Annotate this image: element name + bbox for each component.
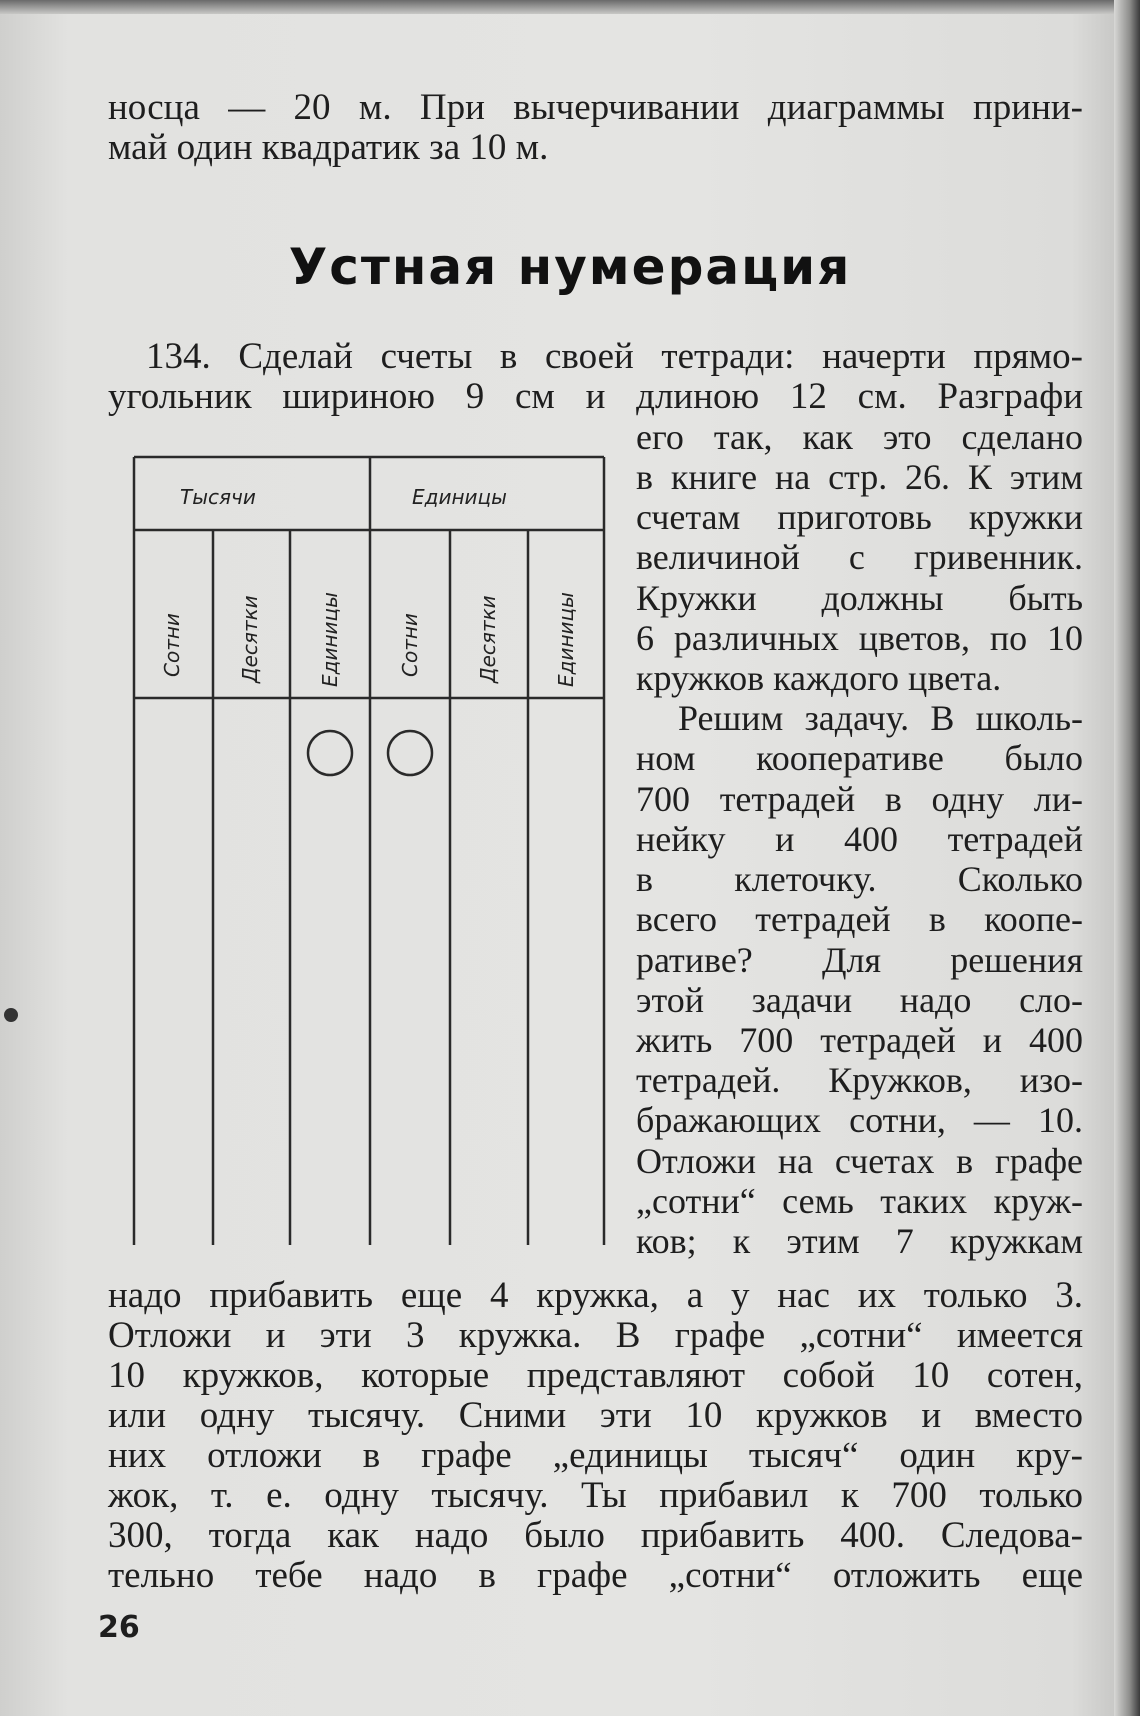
text-line: жить 700 тетрадей и 400 [636, 1020, 1083, 1060]
scan-top-edge [0, 0, 1140, 14]
text-line: счетам приготовь кружки [636, 497, 1083, 537]
text-line: Решим задачу. В школь- [678, 698, 1083, 738]
text-line: тельно тебе надо в графе „сотни“ отложить еще [108, 1555, 1083, 1596]
text-line: Отложи на счетах в графе [636, 1141, 1083, 1181]
text-line: 300, тогда как надо было прибавить 400. Следова- [108, 1515, 1083, 1556]
counter-circle [308, 731, 352, 775]
abacus-grid [132, 455, 606, 1245]
text-line: угольник шириною 9 см и длиною 12 см. Разграфи [108, 376, 1083, 417]
text-line: этой задачи надо сло- [636, 980, 1083, 1020]
group-header: Тысячи [180, 485, 256, 509]
text-line: бражающих сотни, — 10. [636, 1100, 1083, 1140]
page-number: 26 [98, 1610, 140, 1645]
text-line: ративе? Для решения [636, 940, 1083, 980]
text-line: 700 тетрадей в одну ли- [636, 779, 1083, 819]
text-line: в клеточку. Сколько [636, 859, 1083, 899]
column-label: Десятки [476, 595, 500, 683]
text-line: ков; к этим 7 кружкам [636, 1221, 1083, 1261]
column-label: Сотни [398, 613, 422, 677]
text-line: тетрадей. Кружков, изо- [636, 1060, 1083, 1100]
text-line: жок, т. е. одну тысячу. Ты прибавил к 700 только [108, 1475, 1083, 1516]
counter-circle [388, 731, 432, 775]
text-line: в книге на стр. 26. К этим [636, 457, 1083, 497]
text-line: Отложи и эти 3 кружка. В графе „сотни“ имеется [108, 1315, 1083, 1356]
text-line: всего тетрадей в коопе- [636, 899, 1083, 939]
text-line: величиной с гривенник. [636, 537, 1083, 577]
text-line: ном кооперативе было [636, 738, 1083, 778]
text-line: надо прибавить еще 4 кружка, а у нас их только 3. [108, 1275, 1083, 1316]
text-line: „сотни“ семь таких круж- [636, 1181, 1083, 1221]
text-line: или одну тысячу. Сними эти 10 кружков и вместо [108, 1395, 1083, 1436]
group-header: Единицы [412, 485, 507, 509]
scan-speck [4, 1008, 18, 1022]
text-line: кружков каждого цвета. [636, 658, 1002, 698]
column-label: Единицы [554, 592, 578, 687]
text-line: 10 кружков, которые представляют собой 10 сотен, [108, 1355, 1083, 1396]
section-title: Устная нумерация [288, 238, 852, 296]
text-line: 6 различных цветов, по 10 [636, 618, 1083, 658]
abacus-diagram [132, 455, 606, 1245]
text-line: нейку и 400 тетрадей [636, 819, 1083, 859]
text-line: его так, как это сделано [636, 417, 1083, 457]
column-label: Единицы [318, 592, 342, 687]
text-line: носца — 20 м. При вычерчивании диаграммы прини- [108, 87, 1083, 128]
text-line: них отложи в графе „единицы тысяч“ один кру- [108, 1435, 1083, 1476]
text-line: Кружки должны быть [636, 578, 1083, 618]
text-line: май один квадратик за 10 м. [108, 127, 549, 168]
text-line: 134. Сделай счеты в своей тетради: начерти прямо- [146, 336, 1083, 377]
column-label: Десятки [238, 595, 262, 683]
column-label: Сотни [160, 613, 184, 677]
